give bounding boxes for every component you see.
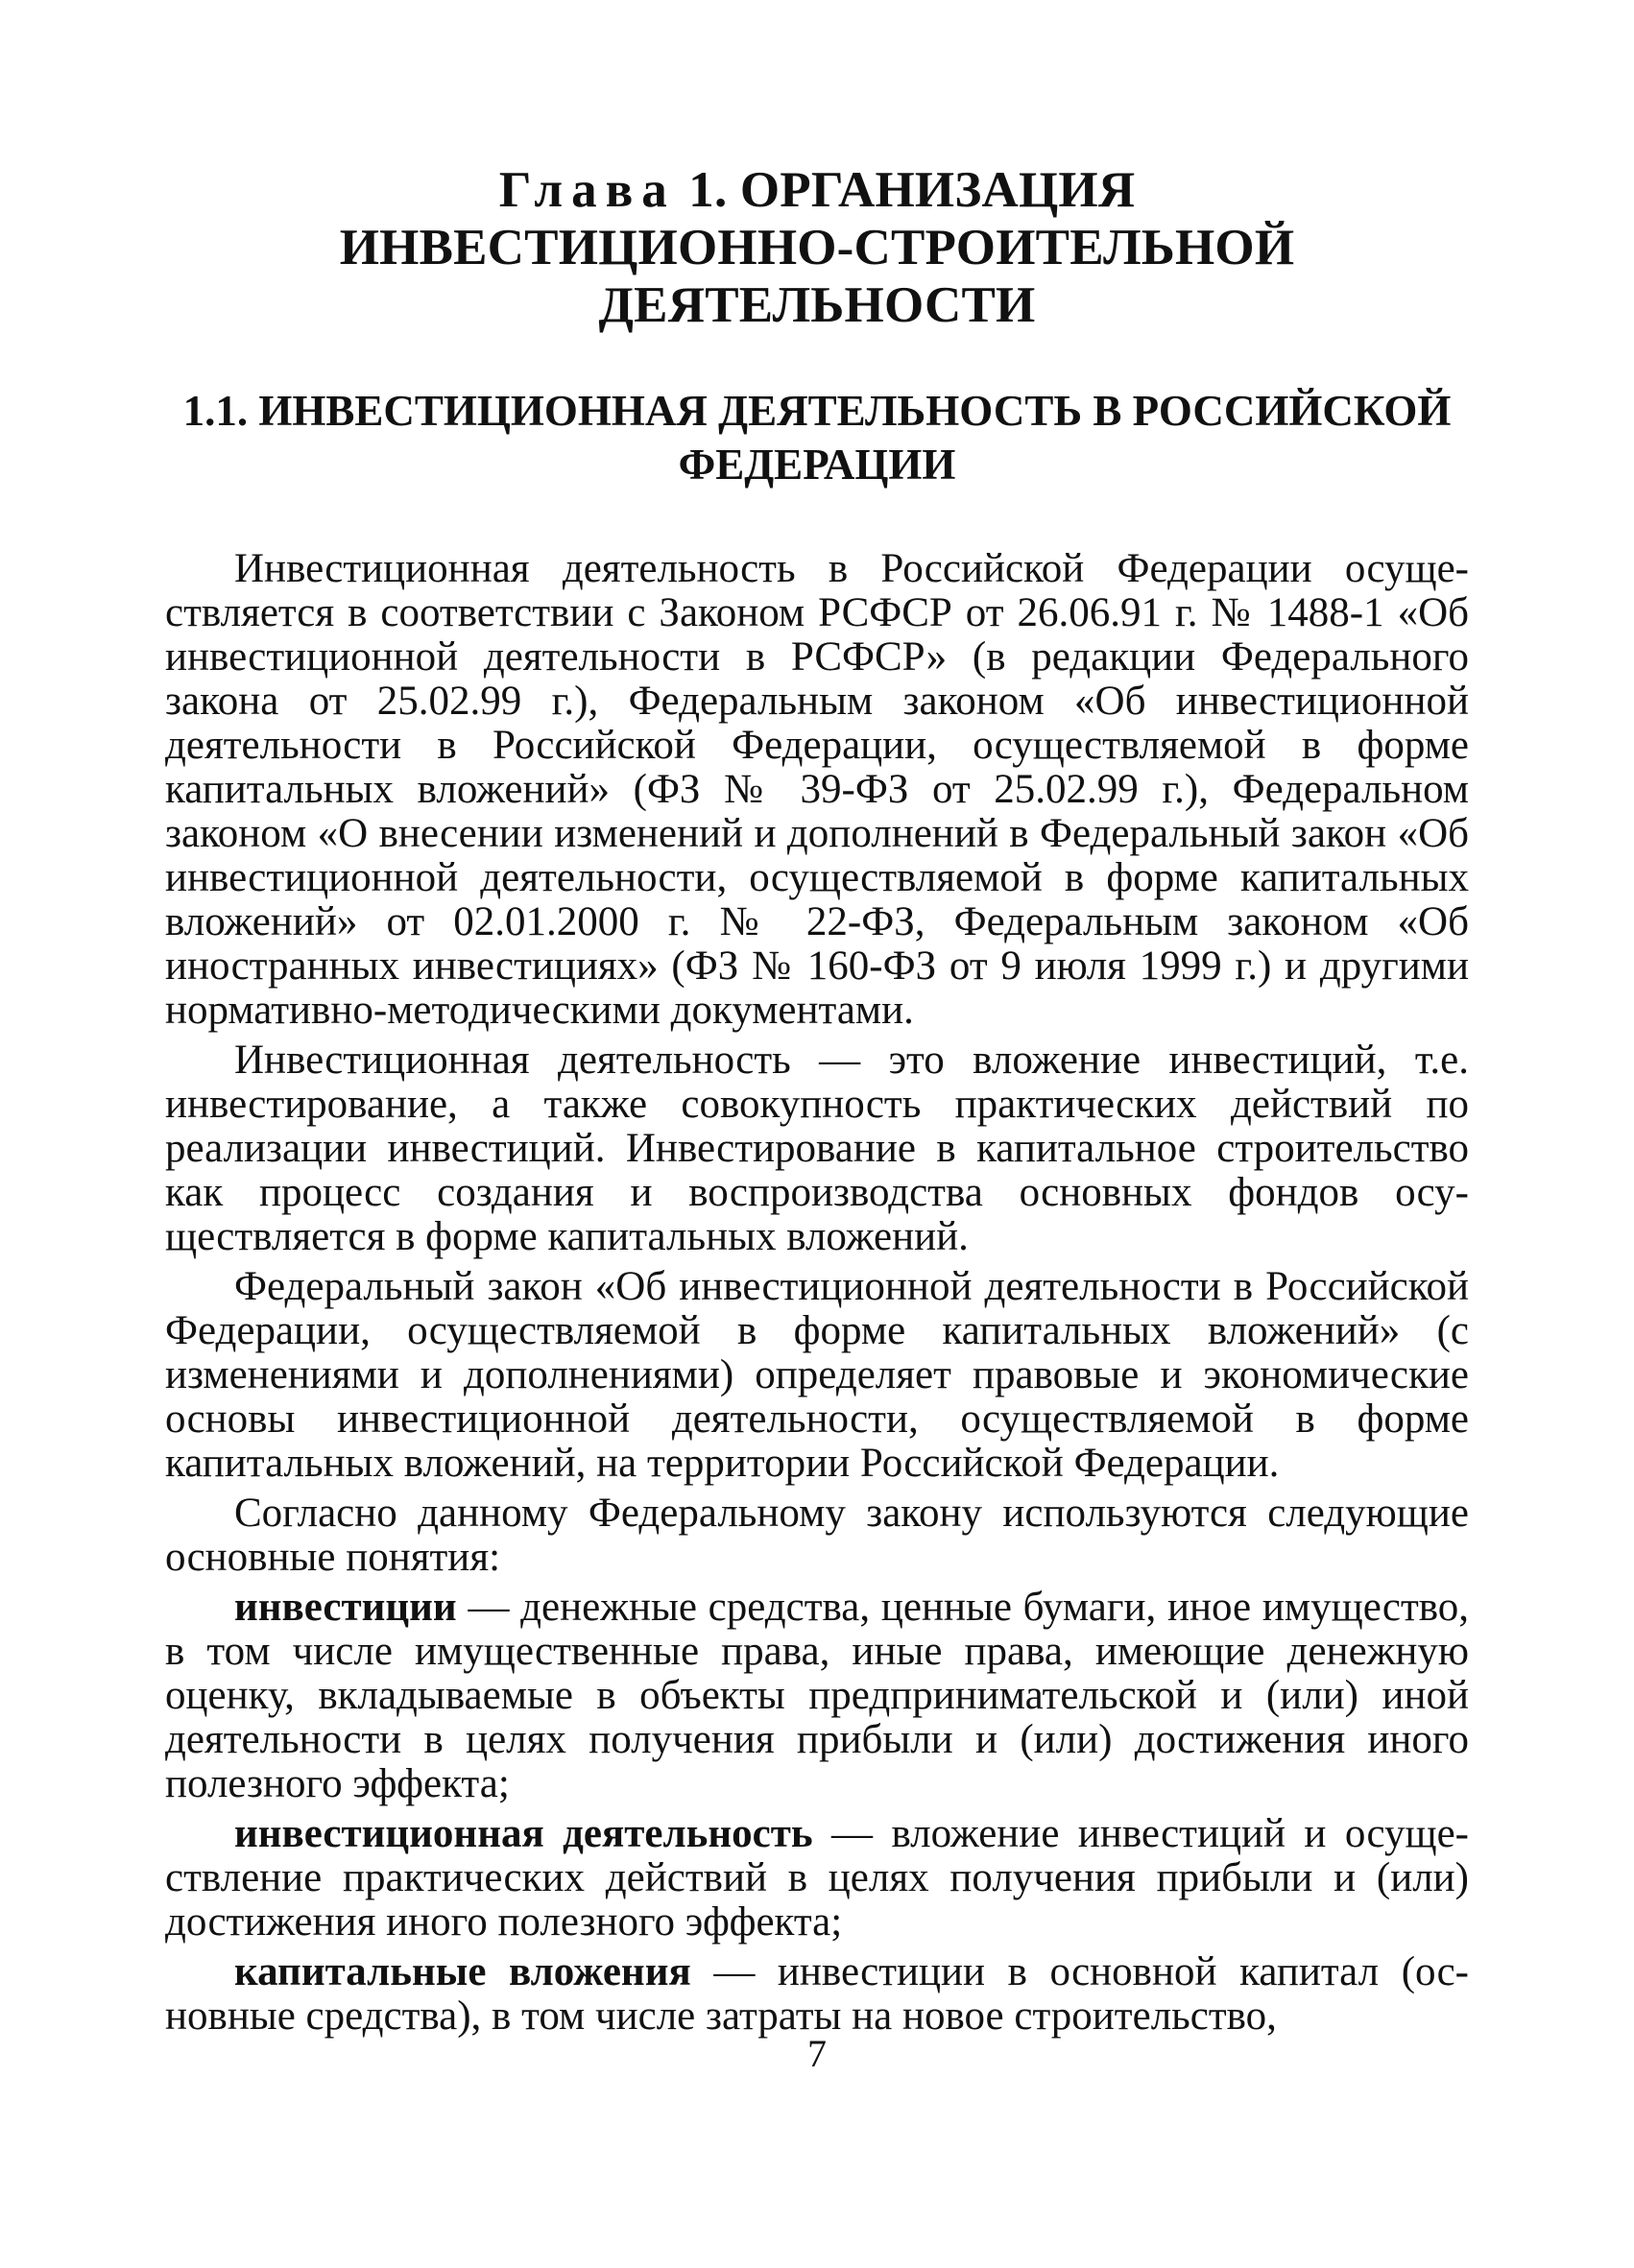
- definition-investment-activity: [165, 1812, 1469, 1945]
- section-title: [165, 384, 1469, 491]
- definition-term: инвестиционная деятельность: [234, 1811, 813, 1856]
- definition-capital-investments: [165, 1950, 1469, 2039]
- section-title-line-2: ФЕДЕРАЦИИ: [678, 441, 956, 489]
- chapter-title-line-1: 1. ОРГАНИЗАЦИЯ: [675, 162, 1136, 218]
- definition-text: — вложение инвестиций и осуществление практических действий в целях получения прибыли и (или) достижения иного полезного эффекта;: [165, 1811, 1469, 1945]
- definition-term: капитальные вложения: [234, 1949, 691, 1994]
- definition-text: — инвестиции в основной капитал (основные средства), в том числе затраты на новое строительство,: [165, 1949, 1469, 2039]
- page-number: 7: [807, 2032, 827, 2075]
- page-content: [165, 161, 1469, 2039]
- definition-investments: [165, 1586, 1469, 1806]
- chapter-title: [165, 161, 1469, 334]
- definition-text: — денежные средства, ценные бумаги, иное имущество, в том числе имущественные права, иные права, имеющие денежную оценку, вкладываемые в объекты предпринимательской и (или) иной деятельности в целях получения прибыли и (или) достижения иного полезного эффекта;: [165, 1585, 1469, 1806]
- paragraph-investment-definition: Инвестиционная деятельность — это вложение инвестиций, т.е. инвестирование, а также совокупность практических действий по реализации инвестиций. Инвестирование в капитальное строительство как процесс создания и воспроизводства основных фондов осуществляется в форме капитальных вложений.: [165, 1038, 1469, 1259]
- paragraph-concepts-intro: Согласно данному Федеральному закону используются следующие основные понятия:: [165, 1491, 1469, 1580]
- paragraph-federal-law: Федеральный закон «Об инвестиционной деятельности в Российской Федерации, осуществляемой в форме капитальных вложений» (с изменениями и дополнениями) определяет правовые и экономические основы инвестиционной деятельности, осуществляемой в форме капитальных вложений, на территории Российской Федерации.: [165, 1264, 1469, 1486]
- section-title-line-1: 1.1. ИНВЕСТИЦИОННАЯ ДЕЯТЕЛЬНОСТЬ В РОССИЙСКОЙ: [182, 387, 1452, 435]
- chapter-title-line-2: ИНВЕСТИЦИОННО-СТРОИТЕЛЬНОЙ ДЕЯТЕЛЬНОСТИ: [339, 220, 1295, 333]
- definition-term: инвестиции: [234, 1585, 457, 1630]
- chapter-label: Глава: [498, 162, 676, 218]
- body-text: [165, 547, 1469, 2039]
- paragraph-legal-basis: Инвестиционная деятельность в Российской Федерации осуществляется в соответствии с Законом РСФСР от 26.06.91 г. № 1488-1 «Об инвестиционной деятельности в РСФСР» (в редакции Федерального закона от 25.02.99 г.), Федеральным законом «Об инвестиционной деятельности в Российской Федерации, осуществляемой в форме капитальных вложений» (ФЗ № 39-ФЗ от 25.02.99 г.), Федеральном законом «О внесении изменений и дополнений в Федеральный закон «Об инвестиционной деятельности, осуществляемой в форме капитальных вложений» от 02.01.2000 г. № 22-ФЗ, Федеральным законом «Об иностранных инвестициях» (ФЗ № 160-ФЗ от 9 июля 1999 г.) и другими нормативно-методическими документами.: [165, 546, 1469, 1033]
